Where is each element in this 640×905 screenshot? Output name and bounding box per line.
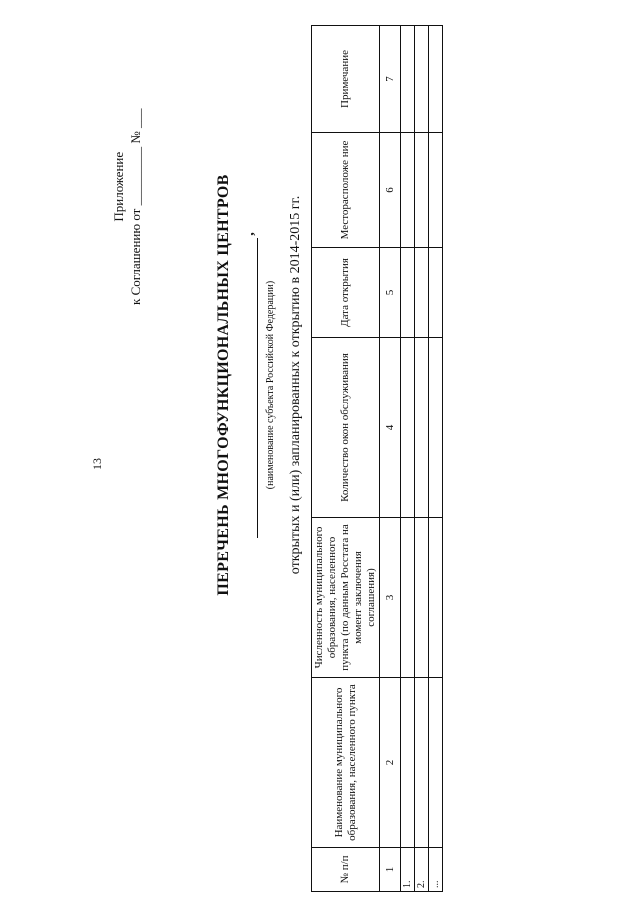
table-cell: [415, 133, 429, 248]
document-title: ПЕРЕЧЕНЬ МНОГОФУНКЦИОНАЛЬНЫХ ЦЕНТРОВ: [215, 174, 232, 596]
table-cell: [401, 518, 415, 678]
table-cell: [401, 678, 415, 848]
appendix-label: Приложение: [111, 151, 126, 222]
mfc-table: [311, 25, 443, 892]
table-cell: [429, 338, 443, 518]
table-cell: [429, 133, 443, 248]
table-cell: [429, 678, 443, 848]
row-number: ...: [429, 848, 443, 892]
column-numbers-row: [380, 26, 401, 892]
column-number: 4: [380, 338, 401, 518]
header-population: Численность муниципального образования, населенного пункта (по данным Росстата на момент заключения соглашения): [312, 518, 380, 678]
column-number: 1: [380, 848, 401, 892]
table-cell: [415, 518, 429, 678]
column-number: 5: [380, 248, 401, 338]
table-cell: [415, 678, 429, 848]
table-row: [401, 26, 415, 892]
column-number: 7: [380, 26, 401, 133]
header-windows: Количество окон обслуживания: [312, 338, 380, 518]
column-number: 3: [380, 518, 401, 678]
table-row: [415, 26, 429, 892]
table-cell: [415, 26, 429, 133]
table-cell: [429, 26, 443, 133]
header-municipality: Наименование муниципального образования, населенного пункта: [312, 678, 380, 848]
opened-planned-line: открытых и (или) запланированных к открытию в 2014-2015 гг.: [288, 195, 303, 575]
table-cell: [401, 26, 415, 133]
header-location: Месторасположе ние: [312, 133, 380, 248]
table-cell: [415, 338, 429, 518]
table-cell: [429, 518, 443, 678]
table-cell: [401, 133, 415, 248]
table-row: [429, 26, 443, 892]
agreement-reference: к Соглашению от _________ № ___: [128, 108, 143, 305]
table-header-row: [312, 26, 380, 892]
header-opening-date: Дата открытия: [312, 248, 380, 338]
column-number: 2: [380, 678, 401, 848]
table-cell: [415, 248, 429, 338]
appendix-reference: [110, 109, 144, 306]
table-cell: [401, 338, 415, 518]
table-cell: [401, 248, 415, 338]
subject-name-field: [240, 105, 258, 665]
subject-name-blank: [243, 238, 258, 538]
subject-hint: (наименование субъекта Российской Федерации): [265, 280, 276, 490]
header-number: № п/п: [312, 848, 380, 892]
subject-comma: ,: [242, 232, 257, 236]
table-cell: [429, 248, 443, 338]
row-number: 2.: [415, 848, 429, 892]
row-number: 1.: [401, 848, 415, 892]
page-number: 13: [90, 458, 104, 470]
column-number: 6: [380, 133, 401, 248]
header-note: Примечание: [312, 26, 380, 133]
